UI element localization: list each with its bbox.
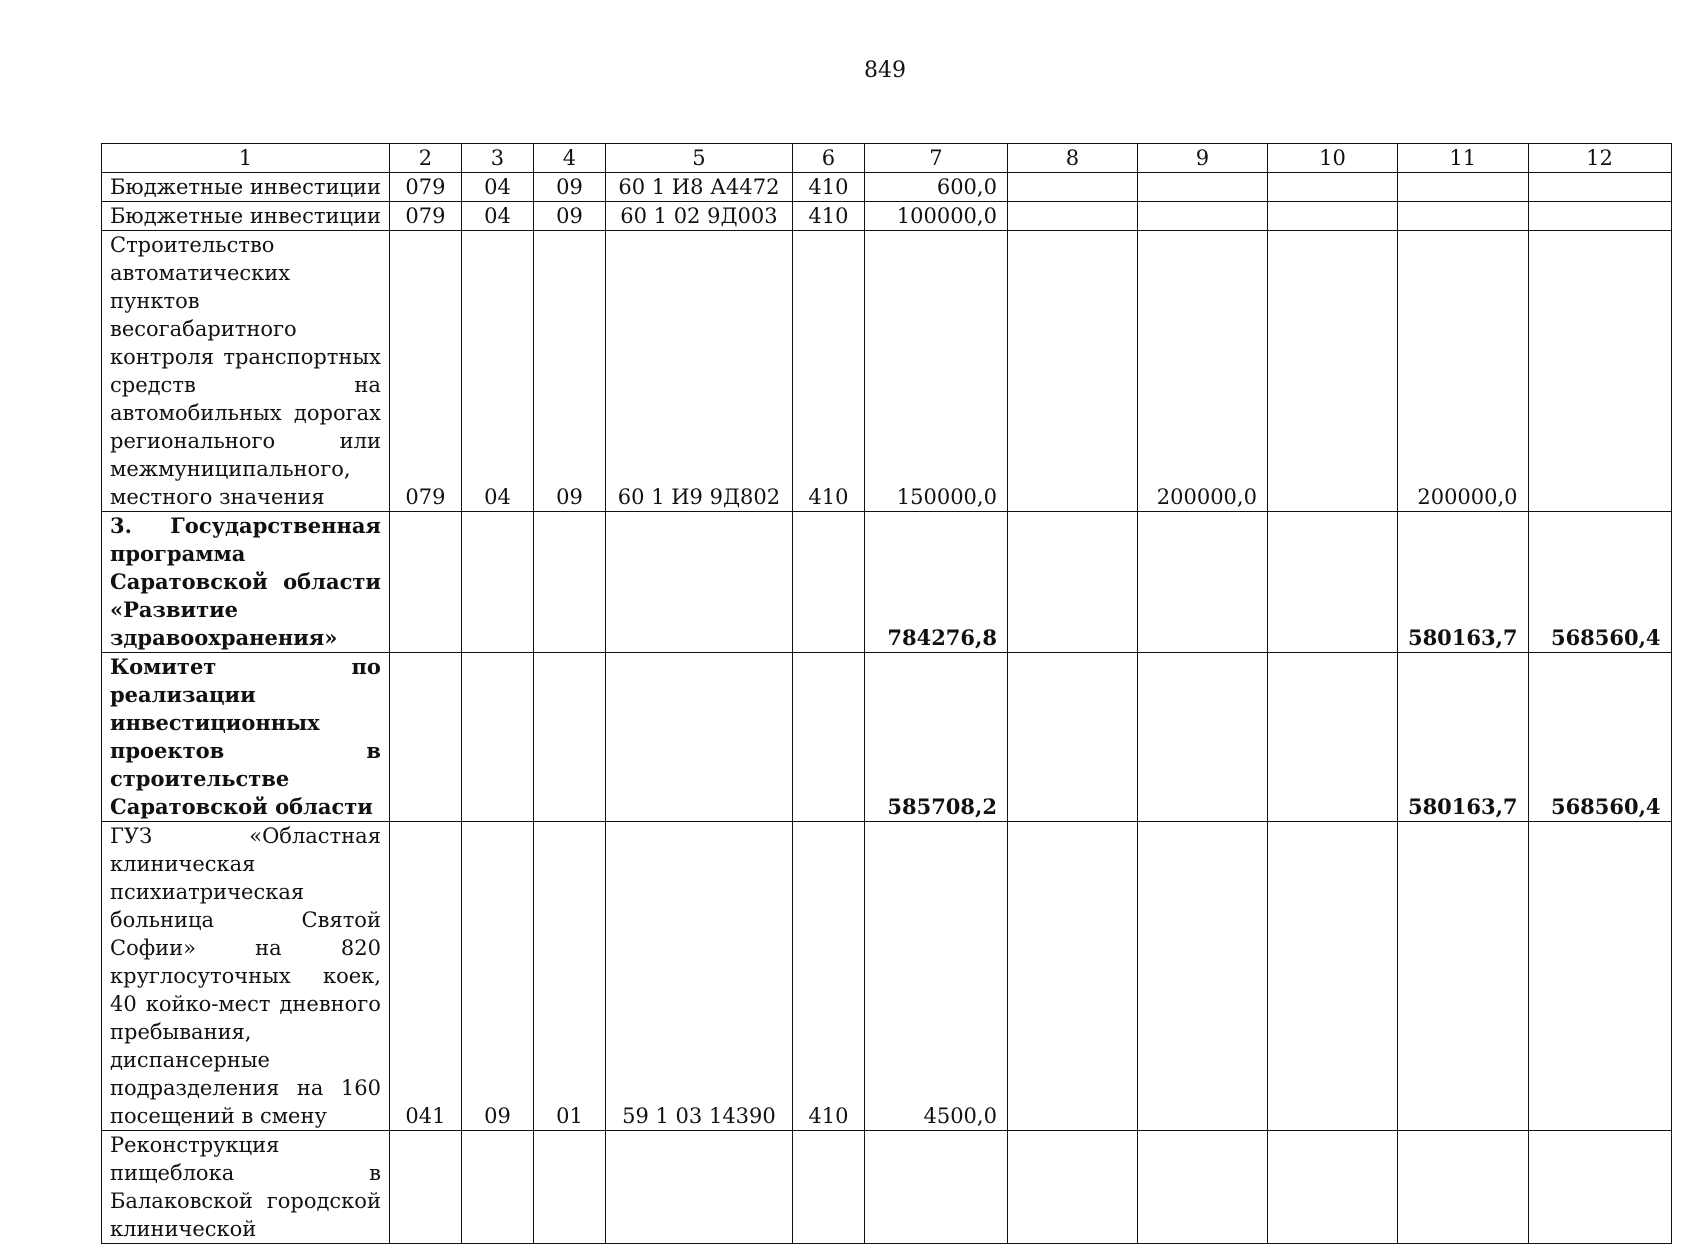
amount-col-12: 568560,4 bbox=[1528, 653, 1671, 822]
amount-col-11: 200000,0 bbox=[1397, 231, 1528, 512]
amount-col-11: 580163,7 bbox=[1397, 512, 1528, 653]
row-name: ГУЗ «Областная клиническая психиатрическая больница Святой Софии» на 820 круглосуточных коек, 40 койко-мест дневного пребывания, диспансерные подразделения на 160 посещений в смену bbox=[102, 822, 390, 1131]
target-article-code bbox=[605, 653, 792, 822]
amount-col-8 bbox=[1007, 202, 1137, 231]
amount-col-7: 600,0 bbox=[864, 173, 1007, 202]
amount-col-12 bbox=[1528, 231, 1671, 512]
table-row bbox=[102, 1131, 1672, 1244]
amount-col-8 bbox=[1007, 1131, 1137, 1244]
table-row bbox=[102, 512, 1672, 653]
subsection-code bbox=[533, 1131, 605, 1244]
section-code: 04 bbox=[461, 173, 533, 202]
header-cell: 2 bbox=[389, 144, 461, 173]
amount-col-10 bbox=[1267, 173, 1397, 202]
amount-col-7 bbox=[864, 1131, 1007, 1244]
header-cell: 8 bbox=[1007, 144, 1137, 173]
amount-col-11: 580163,7 bbox=[1397, 653, 1528, 822]
amount-col-10 bbox=[1267, 822, 1397, 1131]
amount-col-11 bbox=[1397, 202, 1528, 231]
expense-type-code: 410 bbox=[792, 822, 864, 1131]
amount-col-8 bbox=[1007, 231, 1137, 512]
row-name: Строительство автоматических пунктов весогабаритного контроля транспортных средств на автомобильных дорогах регионального или межмуниципального, местного значения bbox=[102, 231, 390, 512]
amount-col-9: 200000,0 bbox=[1137, 231, 1267, 512]
amount-col-7: 150000,0 bbox=[864, 231, 1007, 512]
row-name: Бюджетные инвестиции bbox=[102, 202, 390, 231]
expense-type-code: 410 bbox=[792, 202, 864, 231]
header-cell: 5 bbox=[605, 144, 792, 173]
table-row bbox=[102, 822, 1672, 1131]
table-row bbox=[102, 653, 1672, 822]
section-code: 04 bbox=[461, 231, 533, 512]
amount-col-8 bbox=[1007, 173, 1137, 202]
amount-col-10 bbox=[1267, 202, 1397, 231]
expense-type-code bbox=[792, 653, 864, 822]
amount-col-10 bbox=[1267, 653, 1397, 822]
ministry-code: 079 bbox=[389, 202, 461, 231]
target-article-code: 60 1 И9 9Д802 bbox=[605, 231, 792, 512]
amount-col-8 bbox=[1007, 653, 1137, 822]
amount-col-11 bbox=[1397, 173, 1528, 202]
amount-col-10 bbox=[1267, 1131, 1397, 1244]
amount-col-9 bbox=[1137, 1131, 1267, 1244]
target-article-code: 60 1 02 9Д003 bbox=[605, 202, 792, 231]
header-cell: 12 bbox=[1528, 144, 1671, 173]
amount-col-9 bbox=[1137, 202, 1267, 231]
amount-col-8 bbox=[1007, 512, 1137, 653]
table-row bbox=[102, 231, 1672, 512]
header-cell: 3 bbox=[461, 144, 533, 173]
subsection-code: 09 bbox=[533, 231, 605, 512]
amount-col-11 bbox=[1397, 822, 1528, 1131]
amount-col-9 bbox=[1137, 173, 1267, 202]
header-cell: 6 bbox=[792, 144, 864, 173]
header-cell: 4 bbox=[533, 144, 605, 173]
amount-col-9 bbox=[1137, 653, 1267, 822]
ministry-code bbox=[389, 653, 461, 822]
row-name: 3. Государственная программа Саратовской области «Развитие здравоохранения» bbox=[102, 512, 390, 653]
page-number: 849 bbox=[864, 58, 906, 83]
expense-type-code bbox=[792, 1131, 864, 1244]
subsection-code bbox=[533, 653, 605, 822]
row-name: Реконструкция пищеблока в Балаковской городской клинической bbox=[102, 1131, 390, 1244]
amount-col-7: 4500,0 bbox=[864, 822, 1007, 1131]
header-cell: 10 bbox=[1267, 144, 1397, 173]
section-code: 04 bbox=[461, 202, 533, 231]
row-name: Комитет по реализации инвестиционных проектов в строительстве Саратовской области bbox=[102, 653, 390, 822]
expense-type-code: 410 bbox=[792, 231, 864, 512]
target-article-code bbox=[605, 1131, 792, 1244]
subsection-code: 01 bbox=[533, 822, 605, 1131]
amount-col-7: 100000,0 bbox=[864, 202, 1007, 231]
amount-col-9 bbox=[1137, 822, 1267, 1131]
ministry-code bbox=[389, 512, 461, 653]
section-code bbox=[461, 1131, 533, 1244]
amount-col-8 bbox=[1007, 822, 1137, 1131]
header-cell: 1 bbox=[102, 144, 390, 173]
table-row bbox=[102, 173, 1672, 202]
ministry-code bbox=[389, 1131, 461, 1244]
section-code: 09 bbox=[461, 822, 533, 1131]
header-cell: 9 bbox=[1137, 144, 1267, 173]
section-code bbox=[461, 512, 533, 653]
subsection-code: 09 bbox=[533, 173, 605, 202]
amount-col-10 bbox=[1267, 231, 1397, 512]
amount-col-12 bbox=[1528, 173, 1671, 202]
amount-col-12 bbox=[1528, 822, 1671, 1131]
amount-col-12: 568560,4 bbox=[1528, 512, 1671, 653]
section-code bbox=[461, 653, 533, 822]
expense-type-code: 410 bbox=[792, 173, 864, 202]
amount-col-12 bbox=[1528, 202, 1671, 231]
budget-table bbox=[101, 143, 1672, 1244]
amount-col-10 bbox=[1267, 512, 1397, 653]
header-cell: 11 bbox=[1397, 144, 1528, 173]
target-article-code: 59 1 03 14390 bbox=[605, 822, 792, 1131]
target-article-code: 60 1 И8 А4472 bbox=[605, 173, 792, 202]
amount-col-7: 784276,8 bbox=[864, 512, 1007, 653]
header-cell: 7 bbox=[864, 144, 1007, 173]
amount-col-9 bbox=[1137, 512, 1267, 653]
amount-col-11 bbox=[1397, 1131, 1528, 1244]
amount-col-12 bbox=[1528, 1131, 1671, 1244]
subsection-code bbox=[533, 512, 605, 653]
ministry-code: 079 bbox=[389, 231, 461, 512]
ministry-code: 079 bbox=[389, 173, 461, 202]
column-number-header bbox=[102, 144, 1672, 173]
expense-type-code bbox=[792, 512, 864, 653]
target-article-code bbox=[605, 512, 792, 653]
ministry-code: 041 bbox=[389, 822, 461, 1131]
amount-col-7: 585708,2 bbox=[864, 653, 1007, 822]
row-name: Бюджетные инвестиции bbox=[102, 173, 390, 202]
table-row bbox=[102, 202, 1672, 231]
subsection-code: 09 bbox=[533, 202, 605, 231]
